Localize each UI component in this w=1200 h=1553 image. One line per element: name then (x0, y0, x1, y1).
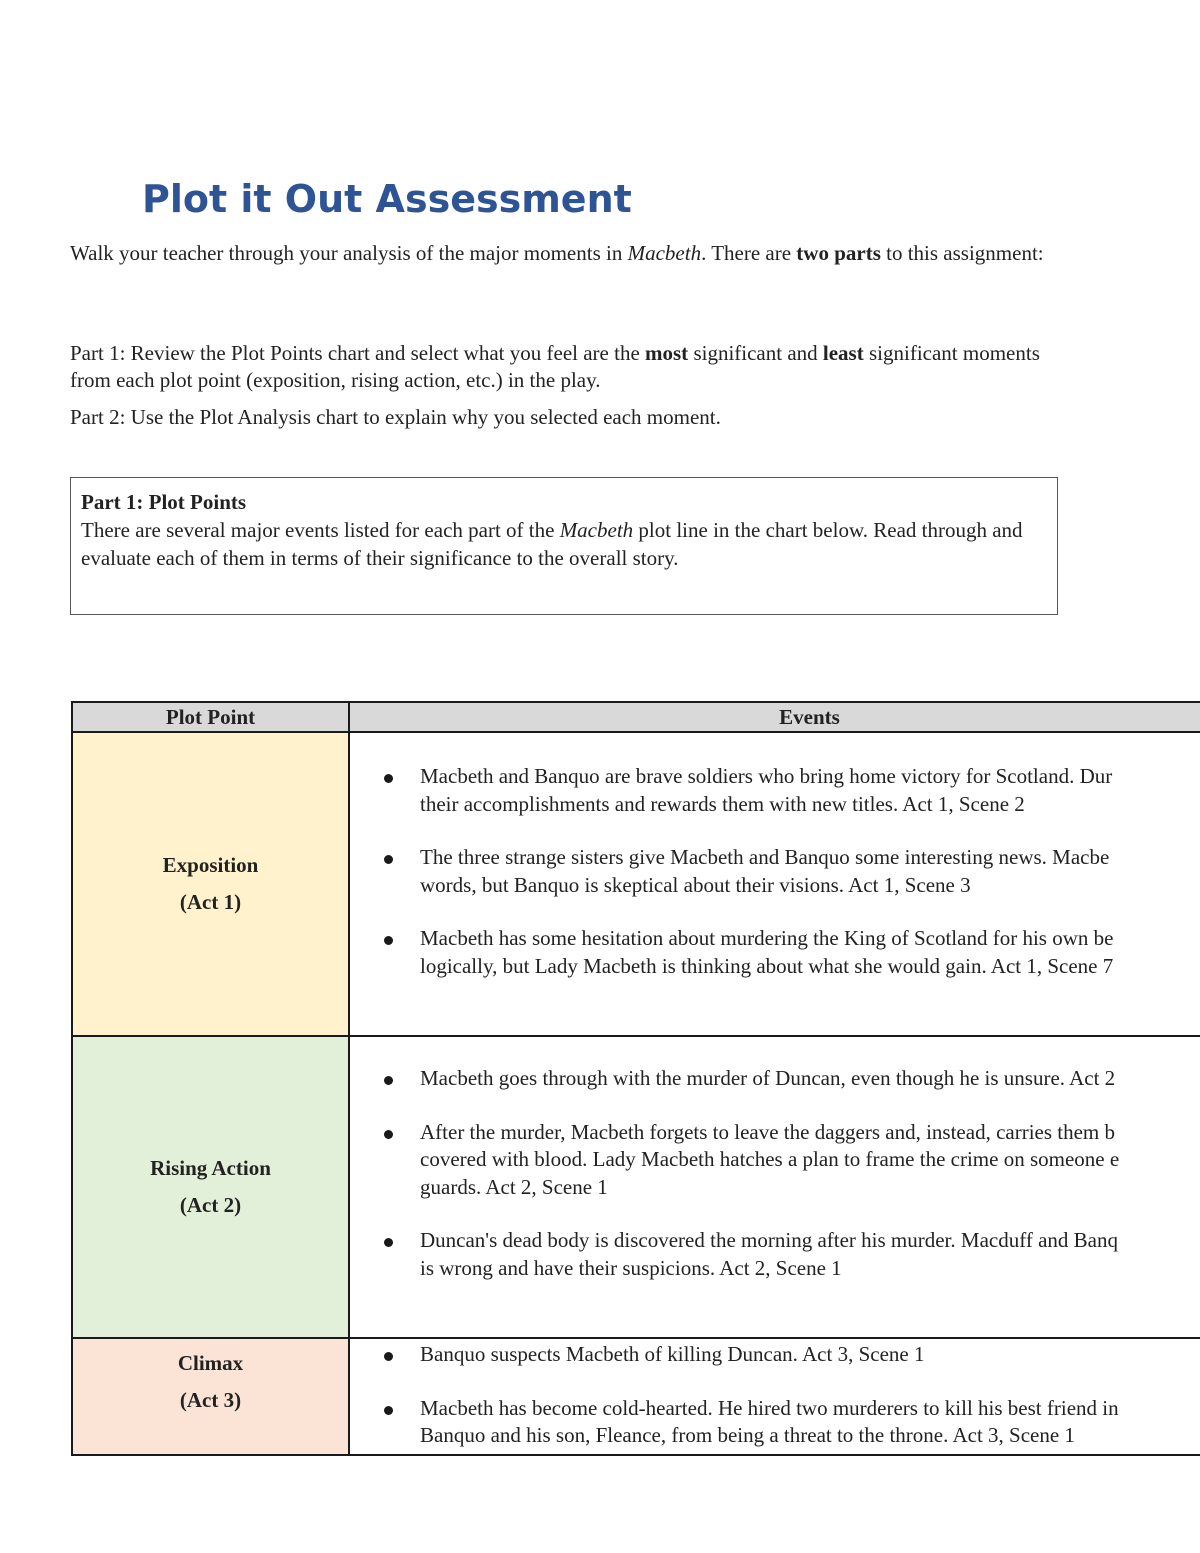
event-line: guards. Act 2, Scene 1 (420, 1174, 608, 1199)
plot-point-name: Exposition (162, 853, 259, 877)
bullet-icon (384, 855, 393, 864)
events-list (350, 763, 1200, 980)
plot-points-table (71, 701, 1200, 1456)
part1-text: Part 1: Review the Plot Points chart and select what you feel are the (70, 341, 646, 365)
events-list (350, 1341, 1200, 1450)
events-cell (349, 1036, 1200, 1338)
list-item (350, 1341, 1200, 1369)
event-line: Banquo suspects Macbeth of killing Duncan. Act 3, Scene 1 (420, 1342, 925, 1366)
box-text-start: There are several major events listed for each part of the (81, 518, 560, 542)
plot-point-cell (72, 1036, 349, 1338)
intro-text: Walk your teacher through your analysis of the major moments in (70, 241, 628, 265)
bullet-icon (384, 774, 393, 783)
plot-point-act: (Act 3) (179, 1388, 242, 1412)
list-item (350, 1395, 1200, 1450)
header-plot-point: Plot Point (72, 702, 349, 732)
event-line: Banquo and his son, Fleance, from being a threat to the throne. Act 3, Scene 1 (420, 1423, 1075, 1447)
event-line: Macbeth and Banquo are brave soldiers who bring home victory for Scotland. Dur (420, 764, 1113, 788)
bullet-icon (384, 1406, 393, 1415)
plot-point-act: (Act 2) (179, 1193, 242, 1217)
event-line: Duncan's dead body is discovered the morning after his murder. Macduff and Banq (420, 1228, 1118, 1252)
event-line: covered with blood. Lady Macbeth hatches a plan to frame the crime on someone e (420, 1147, 1120, 1171)
list-item (350, 763, 1200, 818)
event-line: logically, but Lady Macbeth is thinking about what she would gain. Act 1, Scene 7 (420, 953, 1114, 978)
box-heading: Part 1: Plot Points (81, 490, 247, 514)
plot-point-cell (72, 1338, 349, 1455)
bullet-icon (384, 1130, 393, 1139)
bullet-icon (384, 1076, 393, 1085)
events-cell (349, 732, 1200, 1036)
part2-instruction: Part 2: Use the Plot Analysis chart to explain why you selected each moment. (70, 405, 721, 429)
intro-text-middle: . There are (701, 241, 797, 265)
event-line: words, but Banquo is skeptical about their visions. Act 1, Scene 3 (420, 872, 971, 897)
events-list (350, 1065, 1200, 1282)
plot-point-act: (Act 1) (179, 890, 242, 914)
part1-most: most (645, 341, 689, 365)
list-item (350, 1227, 1200, 1282)
table-row-rising-action (72, 1036, 1200, 1338)
bullet-icon (384, 1352, 393, 1361)
event-line: is wrong and have their suspicions. Act 2, Scene 1 (420, 1255, 842, 1280)
part1-text-end: significant moments from each plot point (exposition, rising action, etc.) in the play. (70, 341, 1040, 392)
list-item (350, 1119, 1200, 1202)
bullet-icon (384, 936, 393, 945)
part1-instruction (70, 340, 1080, 394)
part1-text-middle: significant and (688, 341, 823, 365)
events-cell (349, 1338, 1200, 1455)
event-line: Macbeth has become cold-hearted. He hired two murderers to kill his best friend in (420, 1395, 1119, 1420)
intro-paragraph (70, 240, 1080, 267)
page-title: Plot it Out Assessment (142, 177, 632, 221)
intro-play-title: Macbeth (627, 241, 702, 265)
intro-text-end: to this assignment: (880, 241, 1044, 265)
box-play-title: Macbeth (559, 518, 634, 542)
event-line: After the murder, Macbeth forgets to leave the daggers and, instead, carries them b (420, 1119, 1116, 1144)
plot-point-cell (72, 732, 349, 1036)
event-line: their accomplishments and rewards them with new titles. Act 1, Scene 2 (420, 791, 1025, 816)
part1-least: least (822, 341, 864, 365)
plot-point-name: Climax (177, 1351, 244, 1375)
bullet-icon (384, 1238, 393, 1247)
event-line: Macbeth has some hesitation about murdering the King of Scotland for his own be (420, 926, 1114, 950)
box-text-end: plot line in the chart below. Read through and evaluate each of them in terms of their significance to the overall story. (81, 518, 1023, 570)
list-item (350, 1065, 1200, 1093)
list-item (350, 844, 1200, 899)
list-item (350, 925, 1200, 980)
plot-point-name: Rising Action (150, 1156, 271, 1180)
box-text (81, 516, 1047, 572)
event-line: The three strange sisters give Macbeth and Banquo some interesting news. Macbe (420, 845, 1110, 869)
table-header-row (72, 702, 1200, 732)
table-row-exposition (72, 732, 1200, 1036)
event-line: Macbeth goes through with the murder of Duncan, even though he is unsure. Act 2 (420, 1066, 1116, 1090)
table-row-climax (72, 1338, 1200, 1455)
part1-plot-points-box (70, 477, 1058, 615)
header-events: Events (349, 702, 1200, 732)
intro-two-parts: two parts (796, 241, 881, 265)
